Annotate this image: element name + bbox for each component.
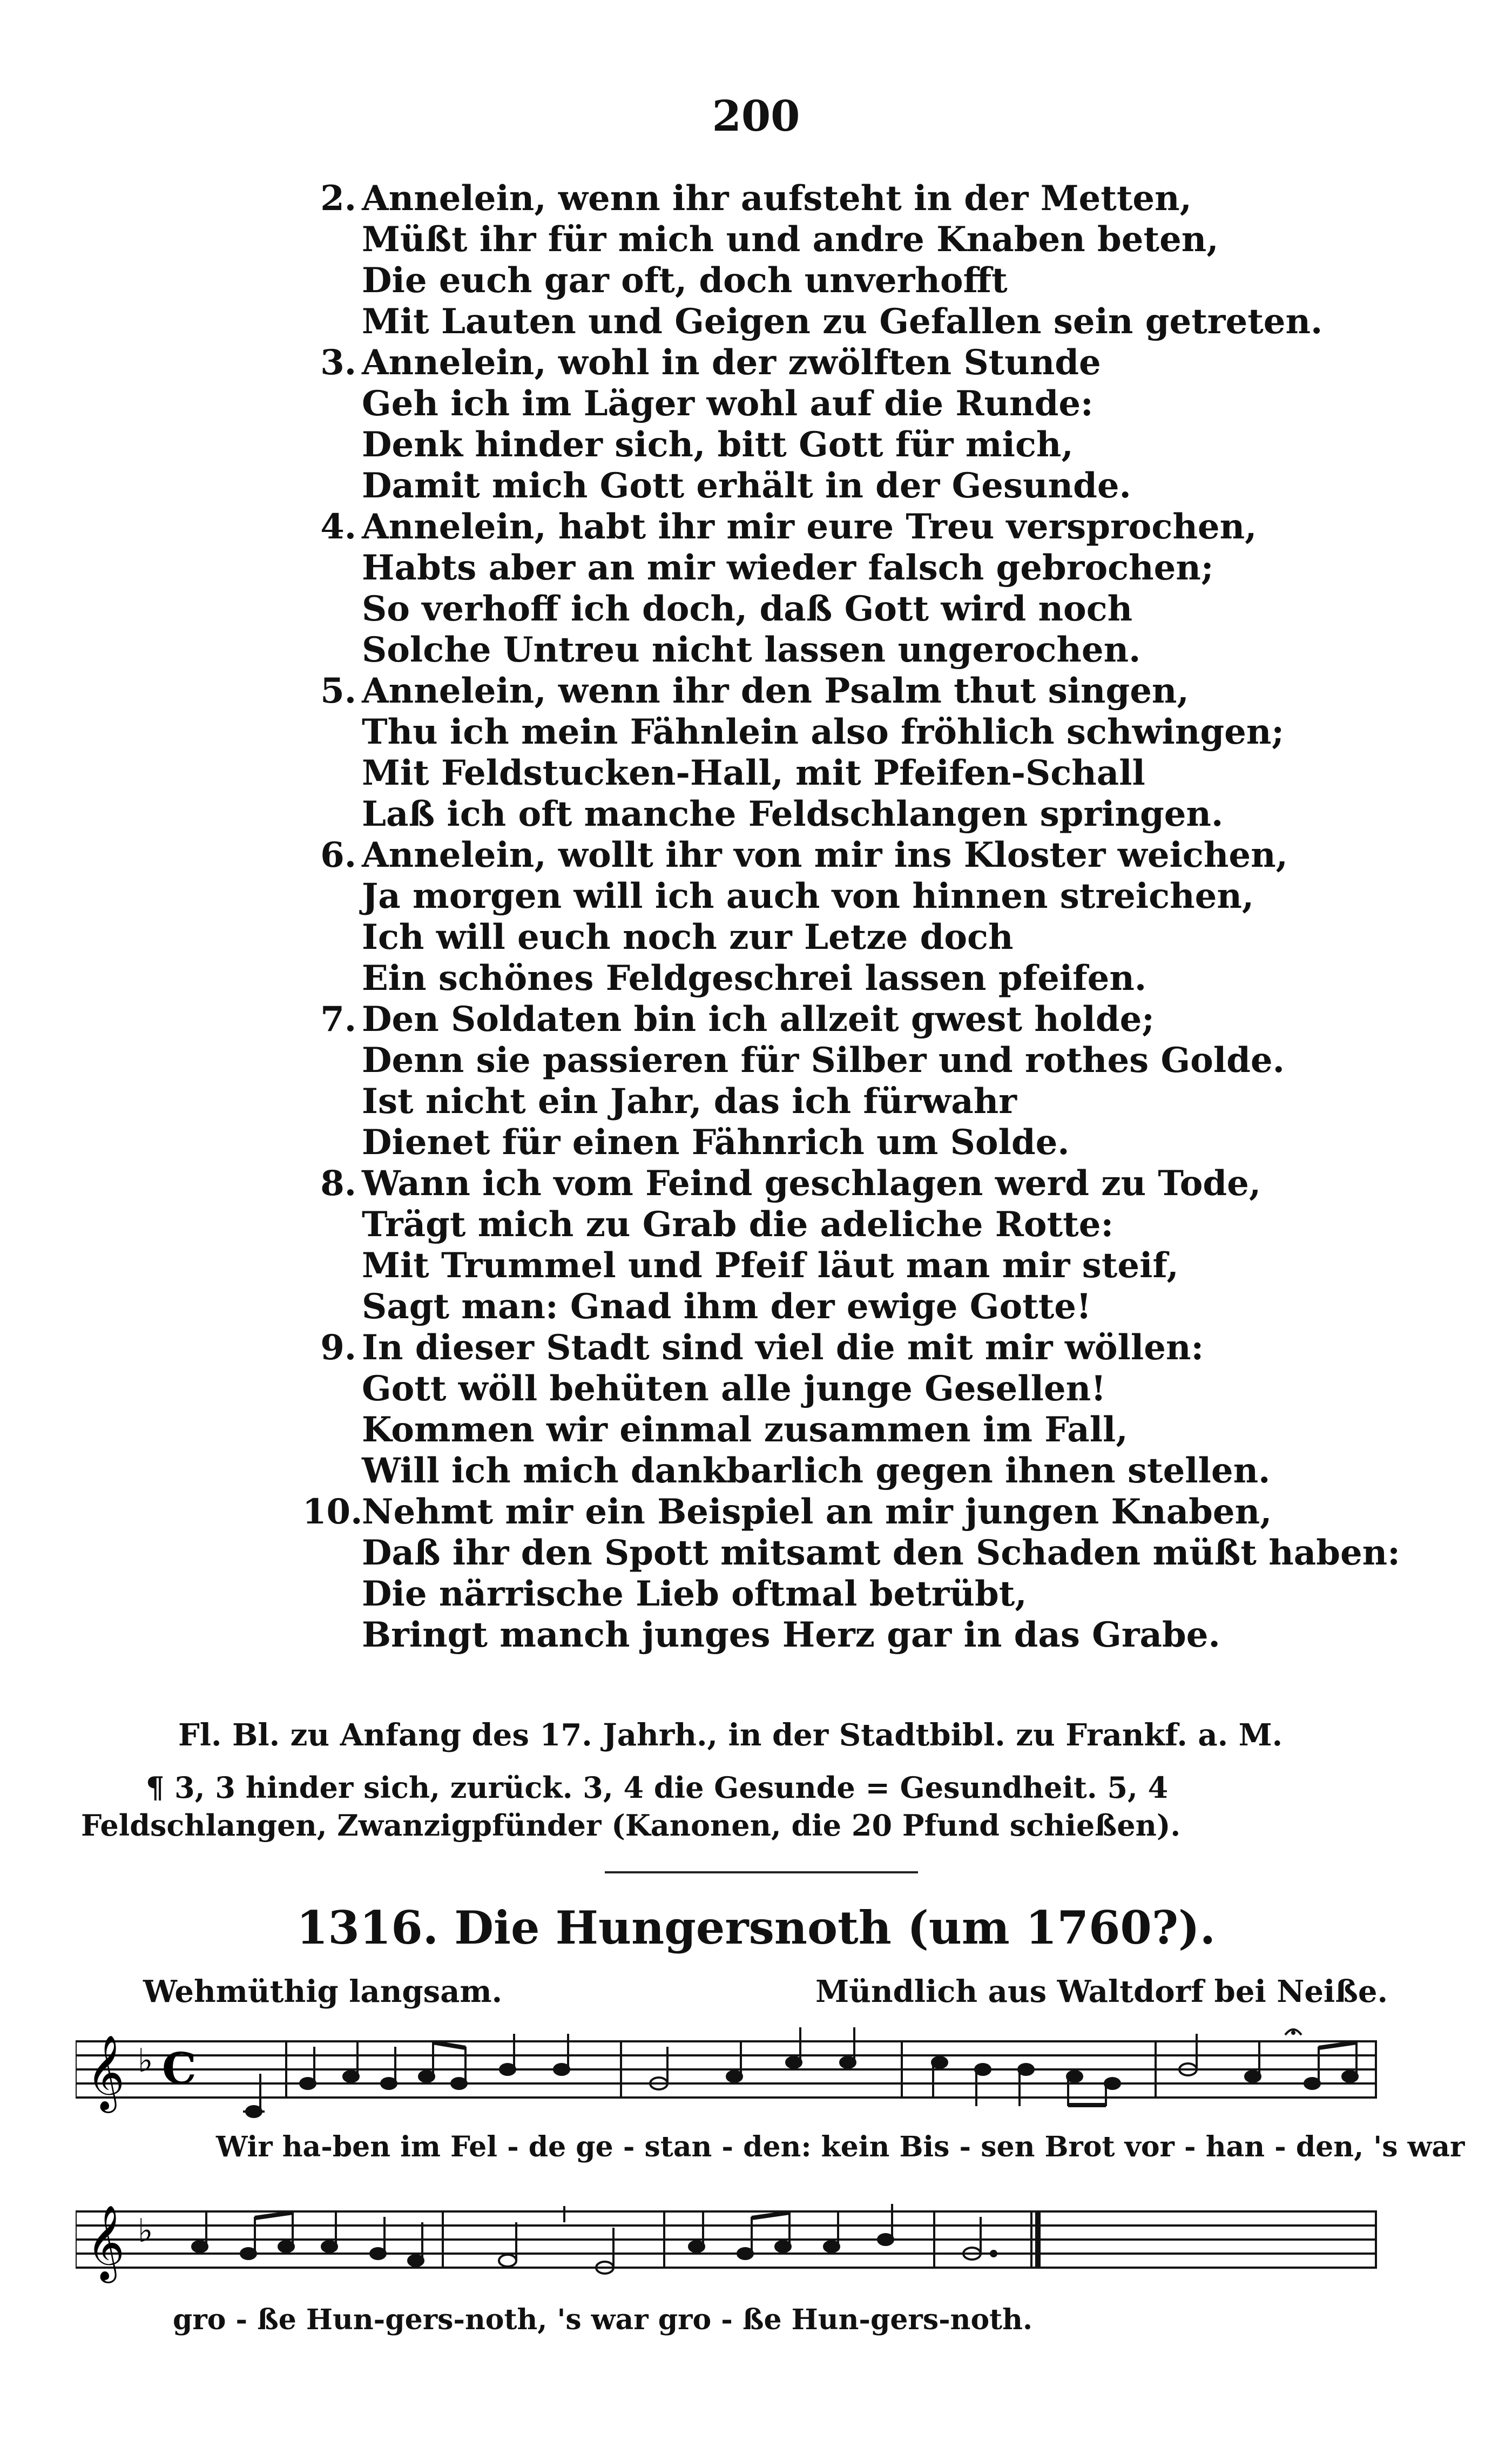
poem-line: [319, 1574, 1345, 1615]
poem-line-text: Nehmt mir ein Beispiel an mir jungen Knaben,: [362, 1492, 1272, 1532]
poem-line-text: Bringt manch junges Herz gar in das Grabe.: [362, 1615, 1220, 1655]
stanza-number: 4.: [320, 507, 356, 547]
poem-line: [319, 671, 1345, 712]
stanza: [319, 671, 1345, 835]
poem-line: [319, 589, 1345, 630]
svg-text:C: C: [162, 2043, 197, 2094]
poem-line-text: Daß ihr den Spott mitsamt den Schaden müßt haben:: [362, 1533, 1400, 1573]
poem-line-text: Laß ich oft manche Feldschlangen springen.: [362, 794, 1224, 834]
lyrics-line-1: Wir ha-ben im Fel - de ge - stan - den: kein Bis - sen Brot vor - han - den, 's war: [216, 2130, 1465, 2163]
poem-line-text: Kommen wir einmal zusammen im Fall,: [362, 1410, 1128, 1450]
poem-line-text: Thu ich mein Fähnlein also fröhlich schwingen;: [362, 712, 1284, 752]
footnotes-text: ¶ 3, 3 hinder sich, zurück. 3, 4 die Gesunde = Gesundheit. 5, 4 Feldschlangen, Zwanzigpfünder (Kanonen, die 20 Pfund schießen).: [81, 1770, 1181, 1843]
poem-line-text: Solche Untreu nicht lassen ungerochen.: [362, 630, 1141, 670]
stanza: [319, 507, 1345, 671]
music-staff-1: [76, 2020, 1377, 2122]
poem-line-text: Den Soldaten bin ich allzeit gwest holde;: [362, 999, 1155, 1040]
svg-text:♭: ♭: [138, 2042, 153, 2080]
poem-line: [319, 1451, 1345, 1492]
poem-line-text: So verhoff ich doch, daß Gott wird noch: [362, 589, 1133, 629]
section-divider: [605, 1871, 918, 1873]
svg-text:𝄞: 𝄞: [86, 2205, 125, 2280]
svg-text:𝄞: 𝄞: [86, 2035, 125, 2110]
poem-line: [319, 1286, 1345, 1327]
song-title: 1316. Die Hungersnoth (um 1760?).: [296, 1901, 1216, 1954]
poem-line-text: Annelein, wenn ihr aufsteht in der Metten,: [362, 178, 1192, 219]
poem-line-text: Müßt ihr für mich und andre Knaben beten,: [362, 219, 1219, 260]
poem-line-text: Denk hinder sich, bitt Gott für mich,: [362, 424, 1074, 465]
poem-line: [319, 260, 1345, 301]
poem-line: [319, 1040, 1345, 1081]
poem-line: [319, 424, 1345, 466]
poem-line-text: Annelein, wenn ihr den Psalm thut singen,: [362, 671, 1189, 711]
stanza-number: 3.: [320, 342, 356, 383]
music-staff-2: [76, 2190, 1377, 2292]
poem-line: [319, 301, 1345, 342]
lyrics-line-2: gro - ße Hun-gers-noth, 's war gro - ße Hun-gers-noth.: [173, 2303, 1033, 2336]
poem-line-text: Habts aber an mir wieder falsch gebrochen;: [362, 548, 1214, 588]
poem-line-text: Mit Feldstucken-Hall, mit Pfeifen-Schall: [362, 753, 1145, 793]
stanza-number: 9.: [320, 1327, 356, 1368]
poem-line-text: Damit mich Gott erhält in der Gesunde.: [362, 466, 1131, 506]
poem-line: [319, 1327, 1345, 1368]
poem-line: [319, 178, 1345, 219]
poem-line-text: Ist nicht ein Jahr, das ich fürwahr: [362, 1081, 1017, 1122]
poem-line: [319, 1615, 1345, 1656]
stanza-number: 5.: [320, 671, 356, 711]
poem-line: [319, 342, 1345, 383]
poem-line: [319, 794, 1345, 835]
source-citation: Fl. Bl. zu Anfang des 17. Jahrh., in der Stadtbibl. zu Frankf. a. M.: [178, 1717, 1283, 1753]
poem-line: [319, 753, 1345, 794]
poem-line-text: Die närrische Lieb oftmal betrübt,: [362, 1574, 1027, 1614]
song-origin: Mündlich aus Waltdorf bei Neiße.: [815, 1974, 1388, 2009]
stanza-number: 6.: [320, 835, 356, 875]
poem-line: [319, 1204, 1345, 1245]
poem-line-text: Gott wöll behüten alle junge Gesellen!: [362, 1368, 1106, 1409]
stanza: [319, 342, 1345, 507]
poem-line: [319, 917, 1345, 958]
poem-line: [319, 1533, 1400, 1574]
stanza: [302, 1492, 1400, 1656]
stanza: [319, 835, 1345, 999]
poem-line: [319, 630, 1345, 671]
stanza: [319, 178, 1345, 342]
stanza: [319, 1327, 1345, 1492]
poem-line-text: Die euch gar oft, doch unverhofft: [362, 260, 1008, 301]
page-number: 200: [712, 92, 800, 141]
poem-line-text: Dienet für einen Fähnrich um Solde.: [362, 1122, 1070, 1163]
stanza-number: 2.: [320, 178, 356, 219]
stanza: [319, 1163, 1345, 1327]
stanza: [319, 999, 1345, 1163]
poem-line: [319, 958, 1345, 999]
poem-line: [319, 712, 1345, 753]
poem-line-text: Annelein, wohl in der zwölften Stunde: [362, 342, 1101, 383]
poem-line: [302, 1492, 1345, 1533]
poem-line: [319, 1163, 1345, 1204]
poem-line: [319, 876, 1345, 917]
poem-line: [319, 999, 1345, 1040]
poem-line-text: Geh ich im Läger wohl auf die Runde:: [362, 383, 1094, 424]
poem-line-text: Sagt man: Gnad ihm der ewige Gotte!: [362, 1286, 1092, 1327]
poem-line: [319, 1122, 1345, 1163]
poem-line-text: Will ich mich dankbarlich gegen ihnen stellen.: [362, 1451, 1271, 1491]
svg-text:♭: ♭: [138, 2212, 153, 2250]
stanza-number: 10.: [302, 1492, 363, 1532]
poem-line-text: Trägt mich zu Grab die adeliche Rotte:: [362, 1204, 1114, 1245]
tempo-marking: Wehmüthig langsam.: [143, 1974, 503, 2009]
poem-line: [319, 1410, 1345, 1451]
poem-line-text: Ein schönes Feldgeschrei lassen pfeifen.: [362, 958, 1147, 999]
poem-line-text: In dieser Stadt sind viel die mit mir wöllen:: [362, 1327, 1204, 1368]
poem-line: [319, 383, 1345, 424]
staff-1-notation: [76, 2020, 1377, 2122]
poem: [302, 178, 1400, 1656]
poem-line: [319, 1081, 1345, 1122]
stanza-number: 8.: [320, 1163, 356, 1204]
poem-line: [319, 466, 1345, 507]
poem-line-text: Ja morgen will ich auch von hinnen streichen,: [362, 876, 1254, 916]
poem-line: [319, 1245, 1345, 1286]
staff-2-notation: [76, 2190, 1377, 2292]
poem-line: [319, 835, 1345, 876]
footnotes: [81, 1769, 1415, 1844]
poem-line: [319, 1368, 1345, 1410]
poem-line-text: Mit Lauten und Geigen zu Gefallen sein getreten.: [362, 301, 1323, 342]
poem-line-text: Mit Trummel und Pfeif läut man mir steif,: [362, 1245, 1179, 1286]
poem-line: [319, 548, 1345, 589]
poem-line-text: Ich will euch noch zur Letze doch: [362, 917, 1014, 957]
poem-line-text: Annelein, wollt ihr von mir ins Kloster weichen,: [362, 835, 1288, 875]
poem-line: [319, 219, 1345, 260]
poem-line: [319, 507, 1345, 548]
stanza-number: 7.: [320, 999, 356, 1040]
poem-line-text: Denn sie passieren für Silber und rothes Golde.: [362, 1040, 1285, 1081]
poem-line-text: Wann ich vom Feind geschlagen werd zu Tode,: [362, 1163, 1261, 1204]
poem-line-text: Annelein, habt ihr mir eure Treu versprochen,: [362, 507, 1257, 547]
